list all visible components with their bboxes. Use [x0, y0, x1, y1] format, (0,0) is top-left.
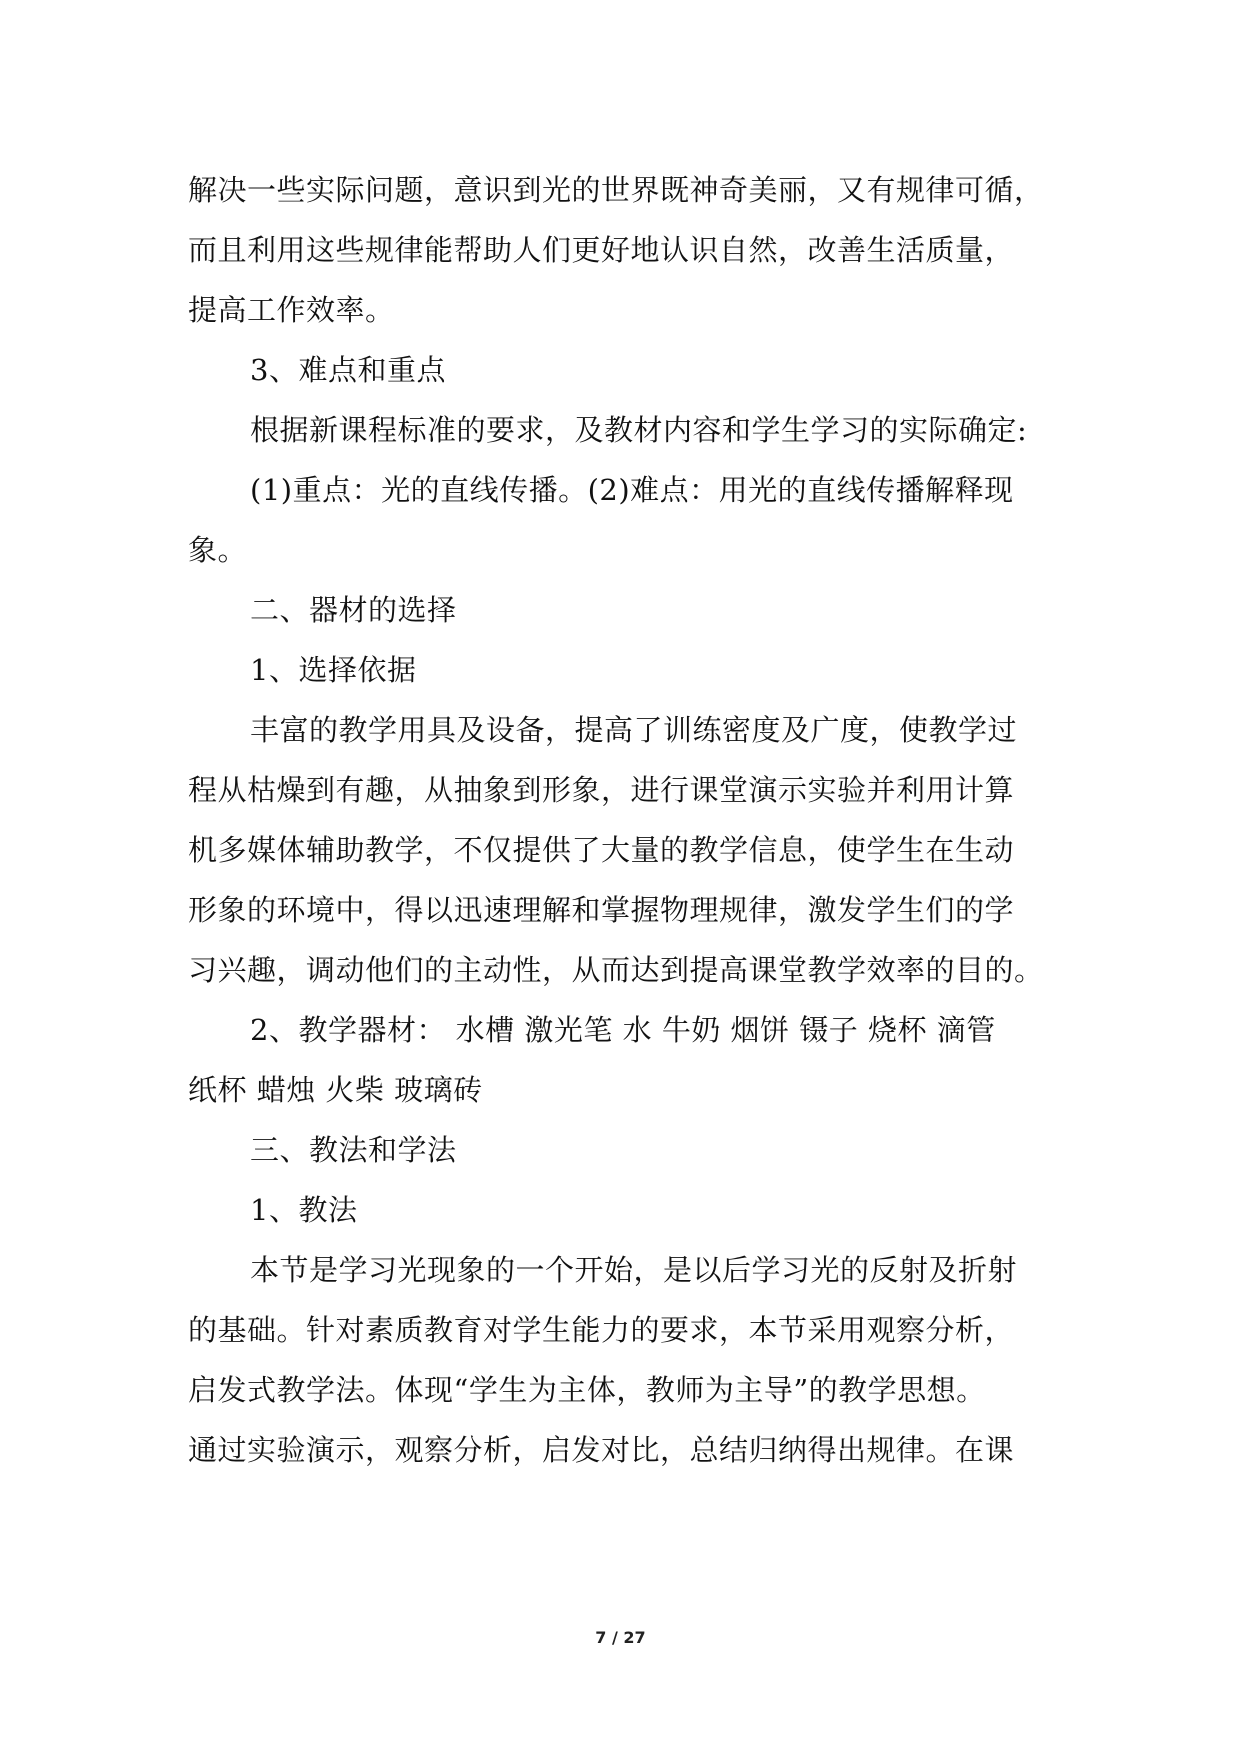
text-line: 纸杯 蜡烛 火柴 玻璃砖 — [188, 1073, 483, 1107]
text-line: 解决一些实际问题，意识到光的世界既神奇美丽，又有规律可循， — [188, 173, 1044, 207]
text-line: 2、教学器材： 水槽 激光笔 水 牛奶 烟饼 镊子 烧杯 滴管 — [250, 1013, 996, 1047]
text-line: 根据新课程标准的要求，及教材内容和学生学习的实际确定: — [250, 413, 1028, 447]
text-line: 习兴趣，调动他们的主动性，从而达到提高课堂教学效率的目的。 — [188, 953, 1044, 987]
text-line: 提高工作效率。 — [188, 293, 395, 327]
page-number: 7 / 27 — [595, 1628, 646, 1647]
document-body — [188, 160, 1054, 1480]
text-line: 丰富的教学用具及设备，提高了训练密度及广度，使教学过 — [250, 713, 1018, 747]
text-line: 而且利用这些规律能帮助人们更好地认识自然，改善生活质量， — [188, 233, 1015, 267]
section-heading: 三、教法和学法 — [250, 1133, 457, 1167]
text-line: 程从枯燥到有趣，从抽象到形象，进行课堂演示实验并利用计算 — [188, 773, 1015, 807]
text-line: 象。 — [188, 533, 248, 567]
text-line: 机多媒体辅助教学，不仅提供了大量的教学信息，使学生在生动 — [188, 833, 1015, 867]
text-line: (1)重点：光的直线传播。(2)难点：用光的直线传播解释现 — [250, 473, 1014, 507]
section-heading: 二、器材的选择 — [250, 593, 457, 627]
text-line: 的基础。针对素质教育对学生能力的要求，本节采用观察分析， — [188, 1313, 1015, 1347]
section-heading: 1、教法 — [250, 1193, 358, 1227]
section-heading: 1、选择依据 — [250, 653, 417, 687]
text-line: 通过实验演示，观察分析，启发对比，总结归纳得出规律。在课 — [188, 1433, 1015, 1467]
text-line: 启发式教学法。体现“学生为主体，教师为主导”的教学思想。 — [188, 1373, 986, 1407]
text-line: 形象的环境中，得以迅速理解和掌握物理规律，激发学生们的学 — [188, 893, 1015, 927]
text-line: 本节是学习光现象的一个开始，是以后学习光的反射及折射 — [250, 1253, 1018, 1287]
section-heading: 3、难点和重点 — [250, 353, 446, 387]
